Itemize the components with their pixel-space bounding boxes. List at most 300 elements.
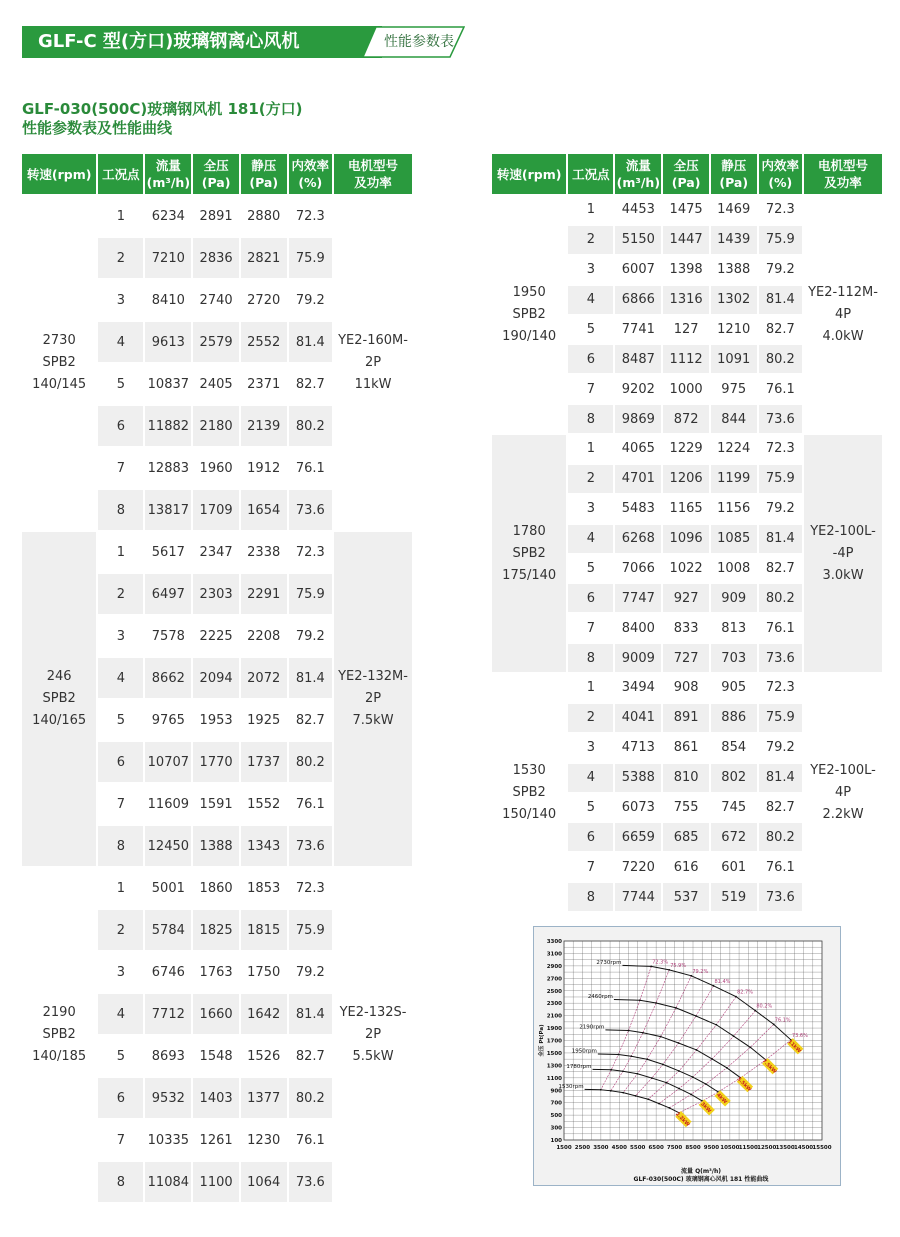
- efficiency-cell: 72.3: [759, 674, 803, 704]
- flow-cell: 6234: [145, 196, 191, 238]
- point-cell: 7: [98, 1120, 143, 1162]
- y-tick-label: 1100: [546, 1075, 562, 1082]
- performance-table-left: [20, 154, 414, 1204]
- efficiency-cell: 79.2: [289, 616, 333, 658]
- flow-cell: 7066: [615, 555, 661, 585]
- point-cell: 2: [568, 226, 613, 256]
- point-cell: 6: [568, 823, 613, 853]
- efficiency-cell: 72.3: [759, 435, 803, 465]
- y-tick-label: 2700: [546, 976, 562, 983]
- total-pressure-cell: 1953: [193, 700, 239, 742]
- static-pressure-cell: 909: [711, 584, 757, 614]
- point-cell: 2: [98, 574, 143, 616]
- data-point: [618, 1054, 620, 1056]
- y-tick-label: 1300: [546, 1063, 562, 1070]
- table-row: [492, 435, 882, 465]
- point-cell: 1: [568, 196, 613, 226]
- flow-cell: 8487: [615, 345, 661, 375]
- efficiency-cell: 72.3: [289, 196, 333, 238]
- total-pressure-cell: 833: [663, 614, 709, 644]
- point-cell: 5: [568, 316, 613, 346]
- static-pressure-cell: 519: [711, 883, 757, 913]
- static-pressure-cell: 1064: [241, 1162, 287, 1204]
- total-pressure-cell: 1096: [663, 525, 709, 555]
- x-tick-label: 4500: [611, 1145, 627, 1151]
- point-cell: 4: [98, 994, 143, 1036]
- static-pressure-cell: 2208: [241, 616, 287, 658]
- x-tick-label: 12500: [757, 1145, 777, 1151]
- x-tick-label: 5500: [630, 1145, 646, 1151]
- data-point: [678, 1042, 680, 1044]
- series-label: 1780rpm: [566, 1063, 592, 1070]
- speed-cell: 1780 SPB2 175/140: [492, 435, 566, 674]
- efficiency-cell: 80.2: [289, 1078, 333, 1120]
- point-cell: 5: [568, 555, 613, 585]
- speed-cell: 2730 SPB2 140/145: [22, 196, 96, 532]
- flow-cell: 6659: [615, 823, 661, 853]
- flow-cell: 8410: [145, 280, 191, 322]
- point-cell: 4: [98, 658, 143, 700]
- y-axis-label: 全压 Pt(Pa): [539, 1024, 545, 1057]
- y-tick-label: 3300: [546, 939, 562, 945]
- flow-cell: 9765: [145, 700, 191, 742]
- data-point: [668, 969, 670, 971]
- motor-cell: YE2-112M-4P 4.0kW: [804, 196, 882, 435]
- y-tick-label: 100: [550, 1138, 562, 1144]
- efficiency-cell: 81.4: [759, 525, 803, 555]
- x-tick-label: 6500: [648, 1145, 664, 1151]
- subtitle-line1: GLF-030(500C)玻璃钢风机 181(方口): [22, 100, 303, 118]
- column-header: 流量 (m³/h): [145, 154, 191, 196]
- efficiency-label: 75.9%: [670, 962, 687, 969]
- flow-cell: 6007: [615, 256, 661, 286]
- flow-cell: 10837: [145, 364, 191, 406]
- flow-cell: 11882: [145, 406, 191, 448]
- efficiency-cell: 76.1: [759, 614, 803, 644]
- x-tick-label: 10500: [720, 1145, 740, 1151]
- efficiency-cell: 81.4: [759, 286, 803, 316]
- data-point: [639, 999, 641, 1001]
- performance-table-right: [490, 154, 884, 913]
- point-cell: 2: [98, 910, 143, 952]
- static-pressure-cell: 1815: [241, 910, 287, 952]
- column-header: 全压 (Pa): [193, 154, 239, 196]
- efficiency-cell: 82.7: [289, 700, 333, 742]
- series-label: 2730rpm: [596, 959, 622, 966]
- data-point: [610, 1090, 612, 1092]
- total-pressure-cell: 1475: [663, 196, 709, 226]
- y-tick-label: 2500: [546, 988, 562, 995]
- flow-cell: 5483: [615, 495, 661, 525]
- efficiency-cell: 82.7: [759, 555, 803, 585]
- motor-cell: YE2-100L-4P 2.2kW: [804, 674, 882, 913]
- data-point: [690, 1094, 692, 1096]
- power-label: 4kW: [715, 1092, 729, 1106]
- efficiency-cell: 76.1: [289, 1120, 333, 1162]
- subtitle: [22, 100, 302, 138]
- power-label: 3kW: [699, 1101, 713, 1115]
- flow-cell: 12883: [145, 448, 191, 490]
- point-cell: 7: [568, 853, 613, 883]
- series-label: 1950rpm: [571, 1048, 597, 1055]
- efficiency-cell: 82.7: [759, 316, 803, 346]
- data-point: [600, 1089, 602, 1091]
- static-pressure-cell: 672: [711, 823, 757, 853]
- total-pressure-cell: 1763: [193, 952, 239, 994]
- efficiency-cell: 73.6: [759, 405, 803, 435]
- point-cell: 7: [98, 784, 143, 826]
- static-pressure-cell: 1224: [711, 435, 757, 465]
- flow-cell: 6268: [615, 525, 661, 555]
- efficiency-cell: 80.2: [759, 584, 803, 614]
- efficiency-cell: 79.2: [289, 280, 333, 322]
- flow-cell: 4701: [615, 465, 661, 495]
- efficiency-label: 80.2%: [756, 1003, 773, 1010]
- total-pressure-cell: 2347: [193, 532, 239, 574]
- table-header-row: [492, 154, 882, 196]
- x-tick-label: 15500: [812, 1145, 832, 1151]
- y-tick-label: 1700: [546, 1038, 562, 1045]
- total-pressure-cell: 2740: [193, 280, 239, 322]
- data-point: [650, 966, 652, 968]
- total-pressure-cell: 1770: [193, 742, 239, 784]
- total-pressure-cell: 908: [663, 674, 709, 704]
- efficiency-label: 72.3%: [652, 959, 669, 966]
- data-point: [773, 1023, 775, 1025]
- total-pressure-cell: 685: [663, 823, 709, 853]
- data-point: [669, 1107, 671, 1109]
- point-cell: 2: [568, 465, 613, 495]
- y-tick-label: 1900: [546, 1026, 562, 1033]
- static-pressure-cell: 802: [711, 764, 757, 794]
- efficiency-cell: 79.2: [759, 495, 803, 525]
- y-tick-label: 700: [550, 1100, 562, 1107]
- efficiency-cell: 82.7: [289, 364, 333, 406]
- efficiency-cell: 81.4: [289, 322, 333, 364]
- motor-cell: YE2-132S-2P 5.5kW: [334, 868, 412, 1204]
- static-pressure-cell: 601: [711, 853, 757, 883]
- data-point: [660, 1036, 662, 1038]
- efficiency-cell: 73.6: [289, 1162, 333, 1204]
- flow-cell: 5617: [145, 532, 191, 574]
- flow-cell: 9613: [145, 322, 191, 364]
- efficiency-cell: 82.7: [759, 794, 803, 824]
- static-pressure-cell: 1091: [711, 345, 757, 375]
- point-cell: 2: [568, 704, 613, 734]
- efficiency-cell: 75.9: [759, 465, 803, 495]
- speed-cell: 1950 SPB2 190/140: [492, 196, 566, 435]
- x-axis-label: 流量 Q(m³/h): [680, 1168, 722, 1175]
- series-label: 2190rpm: [579, 1024, 605, 1031]
- static-pressure-cell: 1439: [711, 226, 757, 256]
- efficiency-label: 76.1%: [774, 1017, 791, 1024]
- total-pressure-cell: 1206: [663, 465, 709, 495]
- total-pressure-cell: 1000: [663, 375, 709, 405]
- efficiency-cell: 75.9: [759, 704, 803, 734]
- point-cell: 4: [98, 322, 143, 364]
- efficiency-cell: 79.2: [289, 952, 333, 994]
- speed-cell: 1530 SPB2 150/140: [492, 674, 566, 913]
- data-point: [705, 1083, 707, 1085]
- total-pressure-cell: 616: [663, 853, 709, 883]
- flow-cell: 6497: [145, 574, 191, 616]
- column-header: 转速(rpm): [492, 154, 566, 196]
- column-header: 工况点: [98, 154, 143, 196]
- y-tick-label: 2300: [546, 1001, 562, 1008]
- y-tick-label: 300: [550, 1125, 562, 1132]
- flow-cell: 4453: [615, 196, 661, 226]
- flow-cell: 9869: [615, 405, 661, 435]
- series-label: 2460rpm: [587, 993, 613, 1000]
- point-cell: 1: [98, 196, 143, 238]
- x-tick-label: 3500: [593, 1145, 609, 1151]
- total-pressure-cell: 891: [663, 704, 709, 734]
- efficiency-cell: 75.9: [759, 226, 803, 256]
- motor-cell: YE2-160M-2P 11kW: [334, 196, 412, 532]
- point-cell: 1: [568, 435, 613, 465]
- data-point: [713, 985, 715, 987]
- total-pressure-cell: 2303: [193, 574, 239, 616]
- point-cell: 3: [568, 495, 613, 525]
- table-row: [22, 196, 412, 238]
- point-cell: 8: [98, 1162, 143, 1204]
- data-point: [637, 1073, 639, 1075]
- data-point: [622, 1092, 624, 1094]
- static-pressure-cell: 2338: [241, 532, 287, 574]
- data-point: [646, 1058, 648, 1060]
- efficiency-cell: 80.2: [759, 345, 803, 375]
- data-point: [678, 1070, 680, 1072]
- column-header: 流量 (m³/h): [615, 154, 661, 196]
- total-pressure-cell: 127: [663, 316, 709, 346]
- efficiency-cell: 73.6: [759, 644, 803, 674]
- static-pressure-cell: 1552: [241, 784, 287, 826]
- column-header: 工况点: [568, 154, 613, 196]
- total-pressure-cell: 1548: [193, 1036, 239, 1078]
- flow-cell: 3494: [615, 674, 661, 704]
- flow-cell: 10707: [145, 742, 191, 784]
- total-pressure-cell: 1112: [663, 345, 709, 375]
- data-point: [630, 1055, 632, 1057]
- flow-cell: 7744: [615, 883, 661, 913]
- efficiency-cell: 72.3: [759, 196, 803, 226]
- flow-cell: 9202: [615, 375, 661, 405]
- speed-cell: 2190 SPB2 140/185: [22, 868, 96, 1204]
- flow-cell: 9009: [615, 644, 661, 674]
- point-cell: 5: [568, 794, 613, 824]
- static-pressure-cell: 1469: [711, 196, 757, 226]
- total-pressure-cell: 1403: [193, 1078, 239, 1120]
- static-pressure-cell: 2821: [241, 238, 287, 280]
- static-pressure-cell: 1302: [711, 286, 757, 316]
- point-cell: 1: [98, 868, 143, 910]
- static-pressure-cell: 2291: [241, 574, 287, 616]
- flow-cell: 6866: [615, 286, 661, 316]
- point-cell: 2: [98, 238, 143, 280]
- point-cell: 7: [568, 614, 613, 644]
- total-pressure-cell: 1100: [193, 1162, 239, 1204]
- point-cell: 8: [98, 826, 143, 868]
- column-header: 电机型号 及功率: [334, 154, 412, 196]
- flow-cell: 7578: [145, 616, 191, 658]
- flow-cell: 7741: [615, 316, 661, 346]
- x-tick-label: 8500: [685, 1145, 701, 1151]
- total-pressure-cell: 861: [663, 734, 709, 764]
- static-pressure-cell: 844: [711, 405, 757, 435]
- point-cell: 8: [568, 405, 613, 435]
- efficiency-cell: 76.1: [759, 853, 803, 883]
- static-pressure-cell: 813: [711, 614, 757, 644]
- static-pressure-cell: 703: [711, 644, 757, 674]
- point-cell: 5: [98, 1036, 143, 1078]
- total-pressure-cell: 2225: [193, 616, 239, 658]
- static-pressure-cell: 854: [711, 734, 757, 764]
- efficiency-cell: 75.9: [289, 574, 333, 616]
- data-point: [651, 1077, 653, 1079]
- point-cell: 6: [98, 406, 143, 448]
- total-pressure-cell: 1860: [193, 868, 239, 910]
- flow-cell: 4713: [615, 734, 661, 764]
- point-cell: 3: [98, 616, 143, 658]
- static-pressure-cell: 2720: [241, 280, 287, 322]
- performance-chart: [533, 926, 841, 1186]
- x-tick-label: 11500: [738, 1145, 758, 1151]
- flow-cell: 6073: [615, 794, 661, 824]
- power-label: 5.5kW: [735, 1076, 753, 1093]
- series-label: 1530rpm: [558, 1083, 584, 1090]
- flow-cell: 12450: [145, 826, 191, 868]
- static-pressure-cell: 905: [711, 674, 757, 704]
- static-pressure-cell: 2139: [241, 406, 287, 448]
- point-cell: 8: [568, 644, 613, 674]
- point-cell: 3: [568, 256, 613, 286]
- power-label: 11kW: [786, 1038, 802, 1055]
- y-tick-label: 2100: [546, 1013, 562, 1020]
- static-pressure-cell: 1654: [241, 490, 287, 532]
- y-tick-label: 1500: [546, 1050, 562, 1057]
- data-point: [711, 1058, 713, 1060]
- static-pressure-cell: 1853: [241, 868, 287, 910]
- total-pressure-cell: 1447: [663, 226, 709, 256]
- flow-cell: 8662: [145, 658, 191, 700]
- motor-cell: YE2-132M-2P 7.5kW: [334, 532, 412, 868]
- efficiency-cell: 80.2: [289, 742, 333, 784]
- static-pressure-cell: 1912: [241, 448, 287, 490]
- total-pressure-cell: 1261: [193, 1120, 239, 1162]
- flow-cell: 7747: [615, 584, 661, 614]
- data-point: [647, 1098, 649, 1100]
- table-row: [492, 196, 882, 226]
- efficiency-cell: 75.9: [289, 238, 333, 280]
- static-pressure-cell: 2552: [241, 322, 287, 364]
- static-pressure-cell: 1737: [241, 742, 287, 784]
- data-point: [715, 1024, 717, 1026]
- point-cell: 4: [568, 286, 613, 316]
- static-pressure-cell: 975: [711, 375, 757, 405]
- efficiency-cell: 72.3: [289, 532, 333, 574]
- data-point: [675, 1007, 677, 1009]
- static-pressure-cell: 2371: [241, 364, 287, 406]
- data-point: [696, 1049, 698, 1051]
- data-point: [678, 1088, 680, 1090]
- y-tick-label: 500: [550, 1113, 562, 1120]
- table-header-row: [22, 154, 412, 196]
- point-cell: 8: [568, 883, 613, 913]
- static-pressure-cell: 1156: [711, 495, 757, 525]
- data-point: [622, 1070, 624, 1072]
- efficiency-cell: 81.4: [289, 994, 333, 1036]
- power-label: 7.5kW: [760, 1058, 778, 1075]
- table-row: [22, 532, 412, 574]
- x-tick-label: 2500: [574, 1145, 591, 1151]
- data-point: [642, 1032, 644, 1034]
- flow-cell: 4041: [615, 704, 661, 734]
- flow-cell: 5150: [615, 226, 661, 256]
- static-pressure-cell: 745: [711, 794, 757, 824]
- efficiency-cell: 81.4: [289, 658, 333, 700]
- flow-cell: 5001: [145, 868, 191, 910]
- column-header: 静压 (Pa): [711, 154, 757, 196]
- y-tick-label: 3100: [546, 951, 562, 958]
- efficiency-cell: 80.2: [289, 406, 333, 448]
- point-cell: 6: [568, 584, 613, 614]
- efficiency-cell: 79.2: [759, 734, 803, 764]
- efficiency-label: 81.4%: [714, 978, 731, 985]
- static-pressure-cell: 1085: [711, 525, 757, 555]
- point-cell: 4: [568, 525, 613, 555]
- point-cell: 6: [568, 345, 613, 375]
- efficiency-cell: 76.1: [289, 784, 333, 826]
- static-pressure-cell: 1526: [241, 1036, 287, 1078]
- efficiency-cell: 76.1: [289, 448, 333, 490]
- efficiency-cell: 73.6: [289, 826, 333, 868]
- data-point: [749, 1046, 751, 1048]
- column-header: 内效率 (%): [289, 154, 333, 196]
- efficiency-cell: 73.6: [289, 490, 333, 532]
- motor-cell: YE2-100L--4P 3.0kW: [804, 435, 882, 674]
- total-pressure-cell: 810: [663, 764, 709, 794]
- efficiency-label: 79.2%: [692, 968, 709, 975]
- flow-cell: 5784: [145, 910, 191, 952]
- total-pressure-cell: 927: [663, 584, 709, 614]
- column-header: 电机型号 及功率: [804, 154, 882, 196]
- static-pressure-cell: 1230: [241, 1120, 287, 1162]
- data-point: [635, 1095, 637, 1097]
- total-pressure-cell: 1165: [663, 495, 709, 525]
- point-cell: 1: [98, 532, 143, 574]
- efficiency-cell: 80.2: [759, 823, 803, 853]
- point-cell: 5: [98, 700, 143, 742]
- static-pressure-cell: 2072: [241, 658, 287, 700]
- flow-cell: 6746: [145, 952, 191, 994]
- total-pressure-cell: 1825: [193, 910, 239, 952]
- flow-cell: 13817: [145, 490, 191, 532]
- total-pressure-cell: 755: [663, 794, 709, 824]
- table-row: [22, 868, 412, 910]
- page-title: GLF-C 型(方口)玻璃钢离心风机: [22, 26, 382, 58]
- flow-cell: 8400: [615, 614, 661, 644]
- data-point: [754, 1010, 756, 1012]
- flow-cell: 4065: [615, 435, 661, 465]
- column-header: 转速(rpm): [22, 154, 96, 196]
- point-cell: 4: [568, 764, 613, 794]
- efficiency-label: 73.6%: [791, 1032, 808, 1039]
- static-pressure-cell: 1343: [241, 826, 287, 868]
- chart-title: GLF-030(500C) 玻璃钢离心风机 181 性能曲线: [633, 1176, 769, 1183]
- data-point: [695, 1015, 697, 1017]
- efficiency-cell: 81.4: [759, 764, 803, 794]
- efficiency-cell: 72.3: [289, 868, 333, 910]
